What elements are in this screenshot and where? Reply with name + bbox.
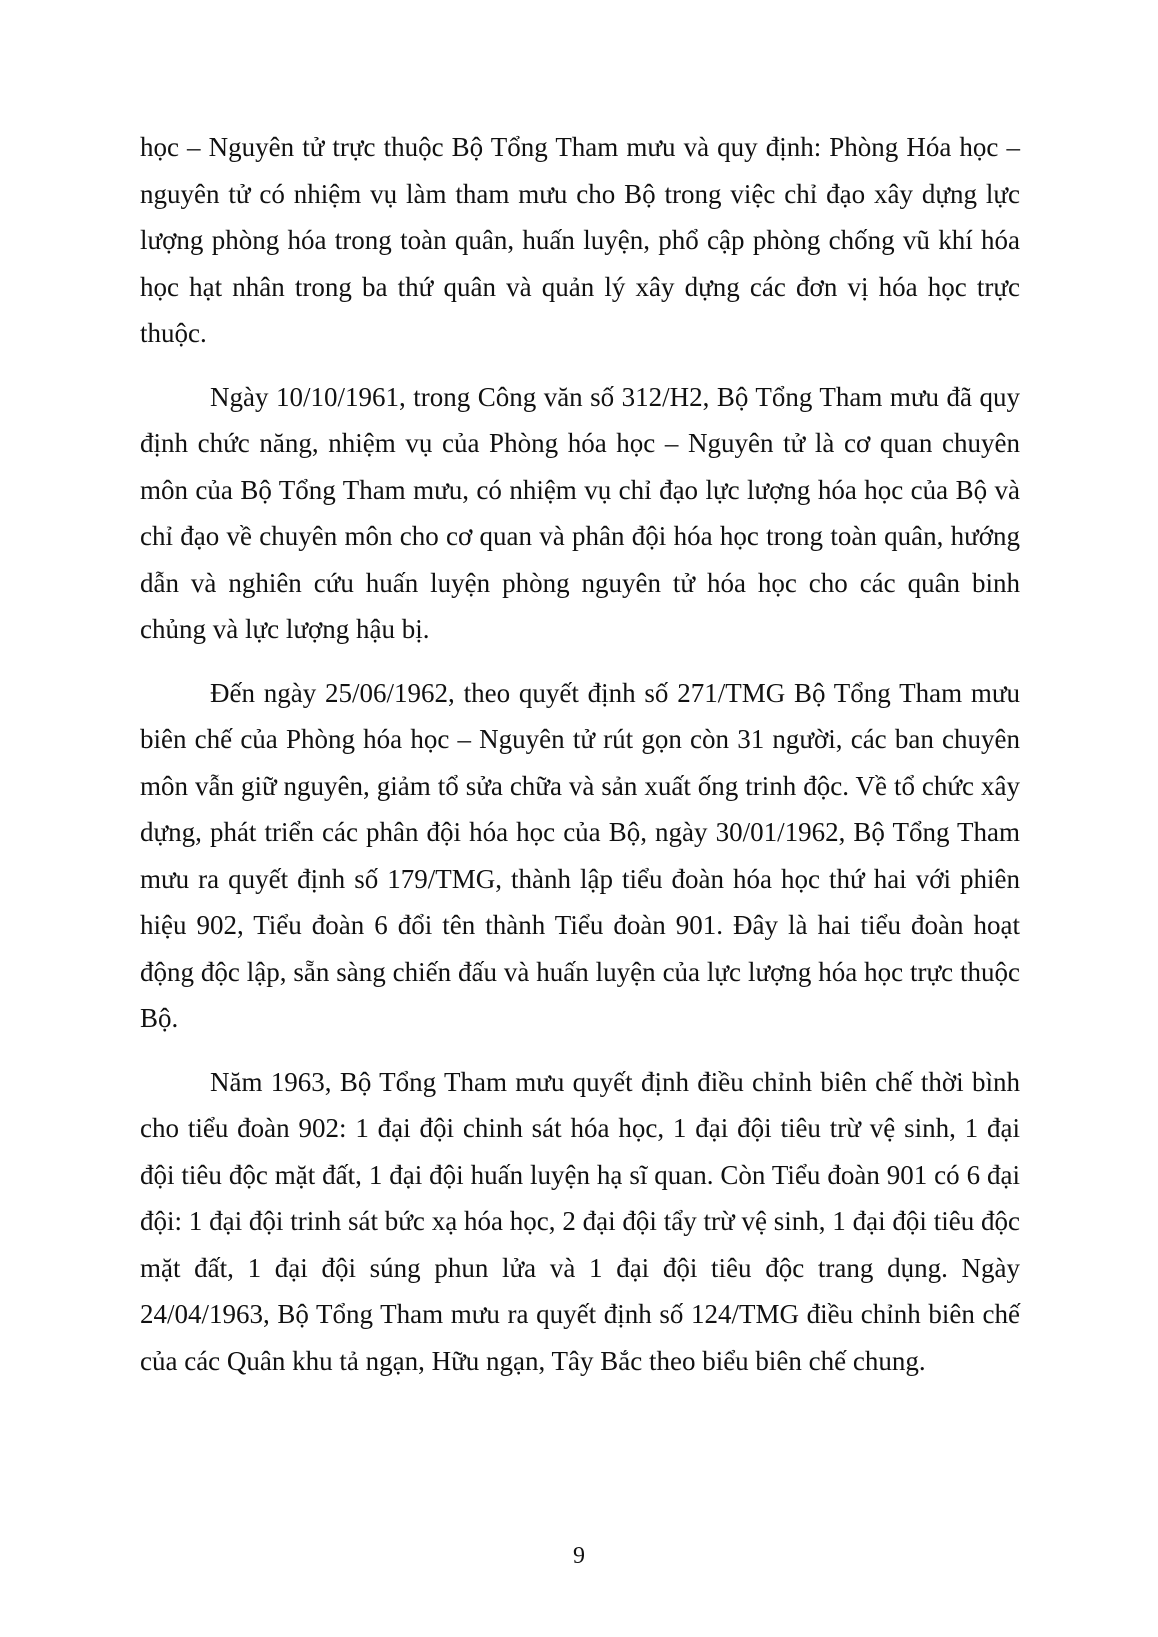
- page-number: 9: [573, 1543, 585, 1569]
- paragraph-continuation: học – Nguyên tử trực thuộc Bộ Tổng Tham mưu và quy định: Phòng Hóa học – nguyên tử có nhiệm vụ làm tham mưu cho Bộ trong việc chỉ đạo xây dựng lực lượng phòng hóa trong toàn quân, huấn luyện, phổ cập phòng chống vũ khí hóa học hạt nhân trong ba thứ quân và quản lý xây dựng các đơn vị hóa học trực thuộc.: [140, 132, 1020, 348]
- paragraph: Ngày 10/10/1961, trong Công văn số 312/H2, Bộ Tổng Tham mưu đã quy định chức năng, nhiệm vụ của Phòng hóa học – Nguyên tử là cơ quan chuyên môn của Bộ Tổng Tham mưu, có nhiệm vụ chỉ đạo lực lượng hóa học của Bộ và chỉ đạo về chuyên môn cho cơ quan và phân đội hóa học trong toàn quân, hướng dẫn và nghiên cứu huấn luyện phòng nguyên tử hóa học cho các quân binh chủng và lực lượng hậu bị.: [140, 381, 1020, 644]
- body-text: [140, 124, 1020, 1384]
- paragraph: Năm 1963, Bộ Tổng Tham mưu quyết định điều chỉnh biên chế thời bình cho tiểu đoàn 902: 1 đại đội chinh sát hóa học, 1 đại đội tiêu trừ vệ sinh, 1 đại đội tiêu độc mặt đất, 1 đại đội huấn luyện hạ sĩ quan. Còn Tiểu đoàn 901 có 6 đại đội: 1 đại đội trinh sát bức xạ hóa học, 2 đại đội tẩy trừ vệ sinh, 1 đại đội tiêu độc mặt đất, 1 đại đội súng phun lửa và 1 đại đội tiêu độc trang dụng. Ngày 24/04/1963, Bộ Tổng Tham mưu ra quyết định số 124/TMG điều chỉnh biên chế của các Quân khu tả ngạn, Hữu ngạn, Tây Bắc theo biểu biên chế chung.: [140, 1066, 1020, 1376]
- paragraph: Đến ngày 25/06/1962, theo quyết định số 271/TMG Bộ Tổng Tham mưu biên chế của Phòng hóa học – Nguyên tử rút gọn còn 31 người, các ban chuyên môn vẫn giữ nguyên, giảm tổ sửa chữa và sản xuất ống trinh độc. Về tổ chức xây dựng, phát triển các phân đội hóa học của Bộ, ngày 30/01/1962, Bộ Tổng Tham mưu ra quyết định số 179/TMG, thành lập tiểu đoàn hóa học thứ hai với phiên hiệu 902, Tiểu đoàn 6 đổi tên thành Tiểu đoàn 901. Đây là hai tiểu đoàn hoạt động độc lập, sẵn sàng chiến đấu và huấn luyện của lực lượng hóa học trực thuộc Bộ.: [140, 677, 1020, 1033]
